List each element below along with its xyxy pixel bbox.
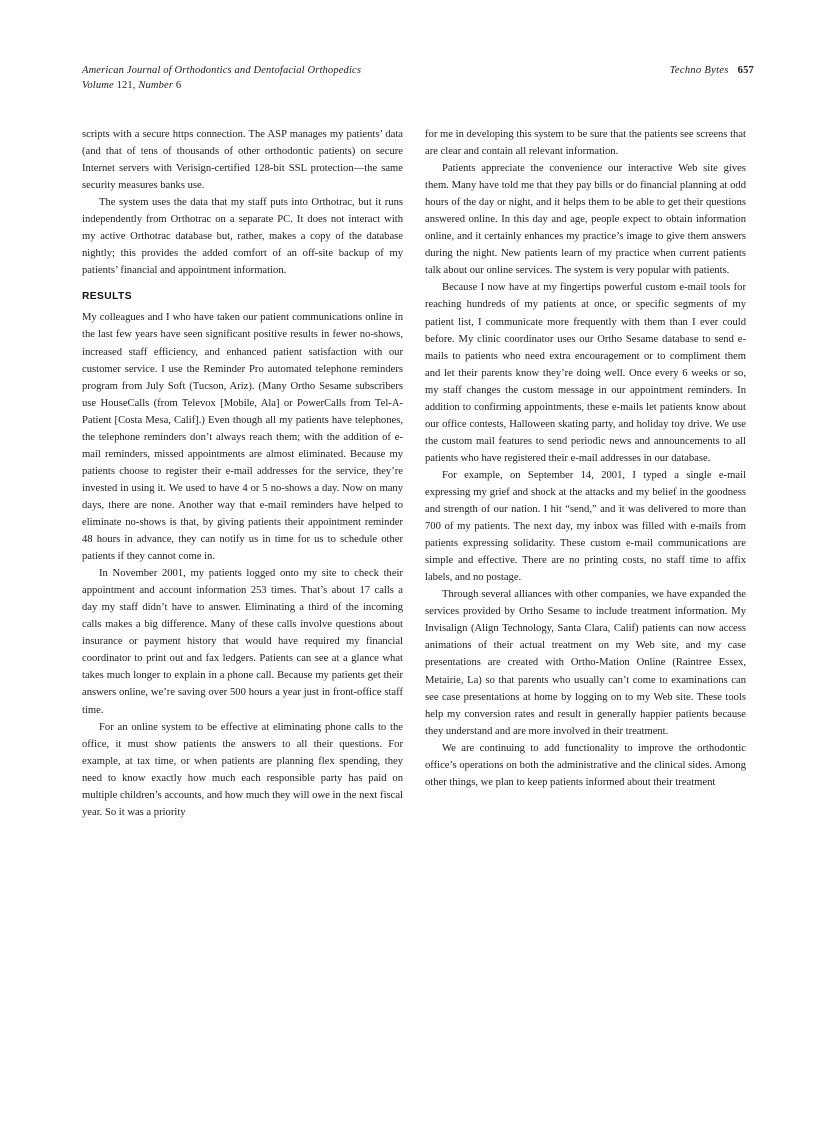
paragraph: for me in developing this system to be sure that the patients see screens that are clear and contain all relevant information.: [425, 129, 746, 158]
volume-label: Volume: [82, 80, 114, 91]
paragraph: Because I now have at my fingertips powerful custom e-mail tools for reaching hundreds of my patients at once, or specific segments of my patient list, I communicate more frequently with them than I ever could before. My clinic coordinator uses our Ortho Sesame database to send e-mails to patients who need extra encouragement or to compliment them and let their parents know they’re doing well. Once every 6 weeks or so, my staff changes the custom message in our appointment reminders. In addition to confirming appointments, these e-mails let patients know about our office contests, Halloween skating party, and holiday toy drive. We use the custom mail features to send periodic news and announcements to all patients who have registered their e-mail addresses in our database.: [425, 282, 746, 464]
page-number: 657: [737, 65, 754, 76]
column-left: [82, 126, 403, 1056]
paragraph: scripts with a secure https connection. The ASP manages my patients’ data (and that of tens of thousands of other orthodontic patients) on secure Internet servers with Verisign-certified 128-bit SSL protection—the same security measures banks use.: [82, 129, 403, 192]
number-value: 6: [175, 80, 182, 91]
column-right: [425, 126, 746, 1056]
volume-number: 121,: [116, 80, 136, 91]
paragraph: Through several alliances with other companies, we have expanded the services provided by Ortho Sesame to include treatment information. My Invisalign (Align Technology, Santa Clara, Calif) patients can now access animations of their actual treatment on my Web site, and my case presentations are created with Ortho-Mation Online (Raintree Essex, Metairie, La) so that parents who usually can’t come to examinations can see case presentations at home by logging on to my Web site. These tools help my conversion rates and result in generally happier patients because they understand and are more involved in their treatment.: [425, 589, 746, 737]
number-label: Number: [138, 80, 174, 91]
paragraph: Patients appreciate the convenience our interactive Web site gives them. Many have told me that they pay bills or do financial planning at odd hours of the day or night, and it helps them to be able to get their questions answered online. In this day and age, people expect to obtain information online, and it certainly enhances my practice’s image to give them answers during the night. New patients learn of my practice when current patients talk about our online services. The system is very popular with patients.: [425, 163, 746, 277]
running-head-left: [82, 64, 522, 93]
paragraph: My colleagues and I who have taken our patient communications online in the last few years have seen significant positive results in fewer no-shows, increased staff efficiency, and enhanced patient satisfaction with our customer service. I use the Reminder Pro automated telephone reminders program from July Soft (Tucson, Ariz). (Many Ortho Sesame subscribers use HouseCalls (from Televox [Mobile, Ala] or PowerCalls from Tel-A-Patient [Costa Mesa, Calif].) Even though all my patients have telephones, the telephone reminders don’t always reach them; with the addition of e-mail reminders, missed appointments are almost eliminated. Because my patients choose to register their e-mail addresses for the service, they’re invested in using it. We used to have 4 or 5 no-shows a day. Now on many days, there are none. Another way that e-mail reminders have helped to eliminate no-shows is that, by giving patients their appointment reminder 48 hours in advance, they can notify us in time for us to schedule other patients if they cannot come in.: [82, 312, 403, 563]
journal-title: American Journal of Orthodontics and Dentofacial Orthopedics: [82, 65, 362, 76]
paragraph: We are continuing to add functionality to improve the orthodontic office’s operations on both the administrative and the clinical sides. Among other things, we plan to keep patients informed about their treatment: [425, 742, 746, 788]
paragraph: For an online system to be effective at eliminating phone calls to the office, it must show patients the answers to all their questions. For example, at tax time, or when patients are planning flex spending, they need to know exactly how much each responsible party has paid on multiple children’s accounts, and how much they will owe in the next fiscal year. So it was a priority: [82, 721, 403, 818]
running-head-right: [670, 64, 754, 78]
section-name: Techno Bytes: [669, 65, 729, 76]
volume-issue-line: [82, 78, 522, 93]
paragraph: In November 2001, my patients logged onto my site to check their appointment and account information 253 times. That’s about 17 calls a day my staff didn’t have to answer. Eliminating a third of the incoming calls makes a big difference. Many of these calls involve questions about insurance or payment history that would have required my financial coordinator to print out and fax ledgers. Patients can see at a glance what takes much longer to explain in a phone call. Because my patients get their answers online, we’re saving over 500 hours a year just in front-office staff time.: [82, 568, 403, 716]
section-heading-results: RESULTS: [82, 291, 132, 303]
running-head: [82, 64, 754, 98]
paragraph: For example, on September 14, 2001, I typed a single e-mail expressing my grief and shock at the attacks and my belief in the goodness and strength of our nation. I hit “send,” and it was delivered to more than 700 of my patients. The next day, my inbox was filled with e-mails from patients expressing solidarity. These custom e-mail communications are simple and effective. There are no printing costs, no staff time to affix labels, and no postage.: [425, 469, 746, 584]
two-column-body: [82, 126, 756, 1056]
paragraph: The system uses the data that my staff puts into Orthotrac, but it runs independently from Orthotrac on a separate PC. It does not interact with my active Orthotrac database but, rather, makes a copy of the database nightly; this provides the added comfort of an off-site backup of my patients’ financial and appointment information.: [82, 197, 403, 277]
